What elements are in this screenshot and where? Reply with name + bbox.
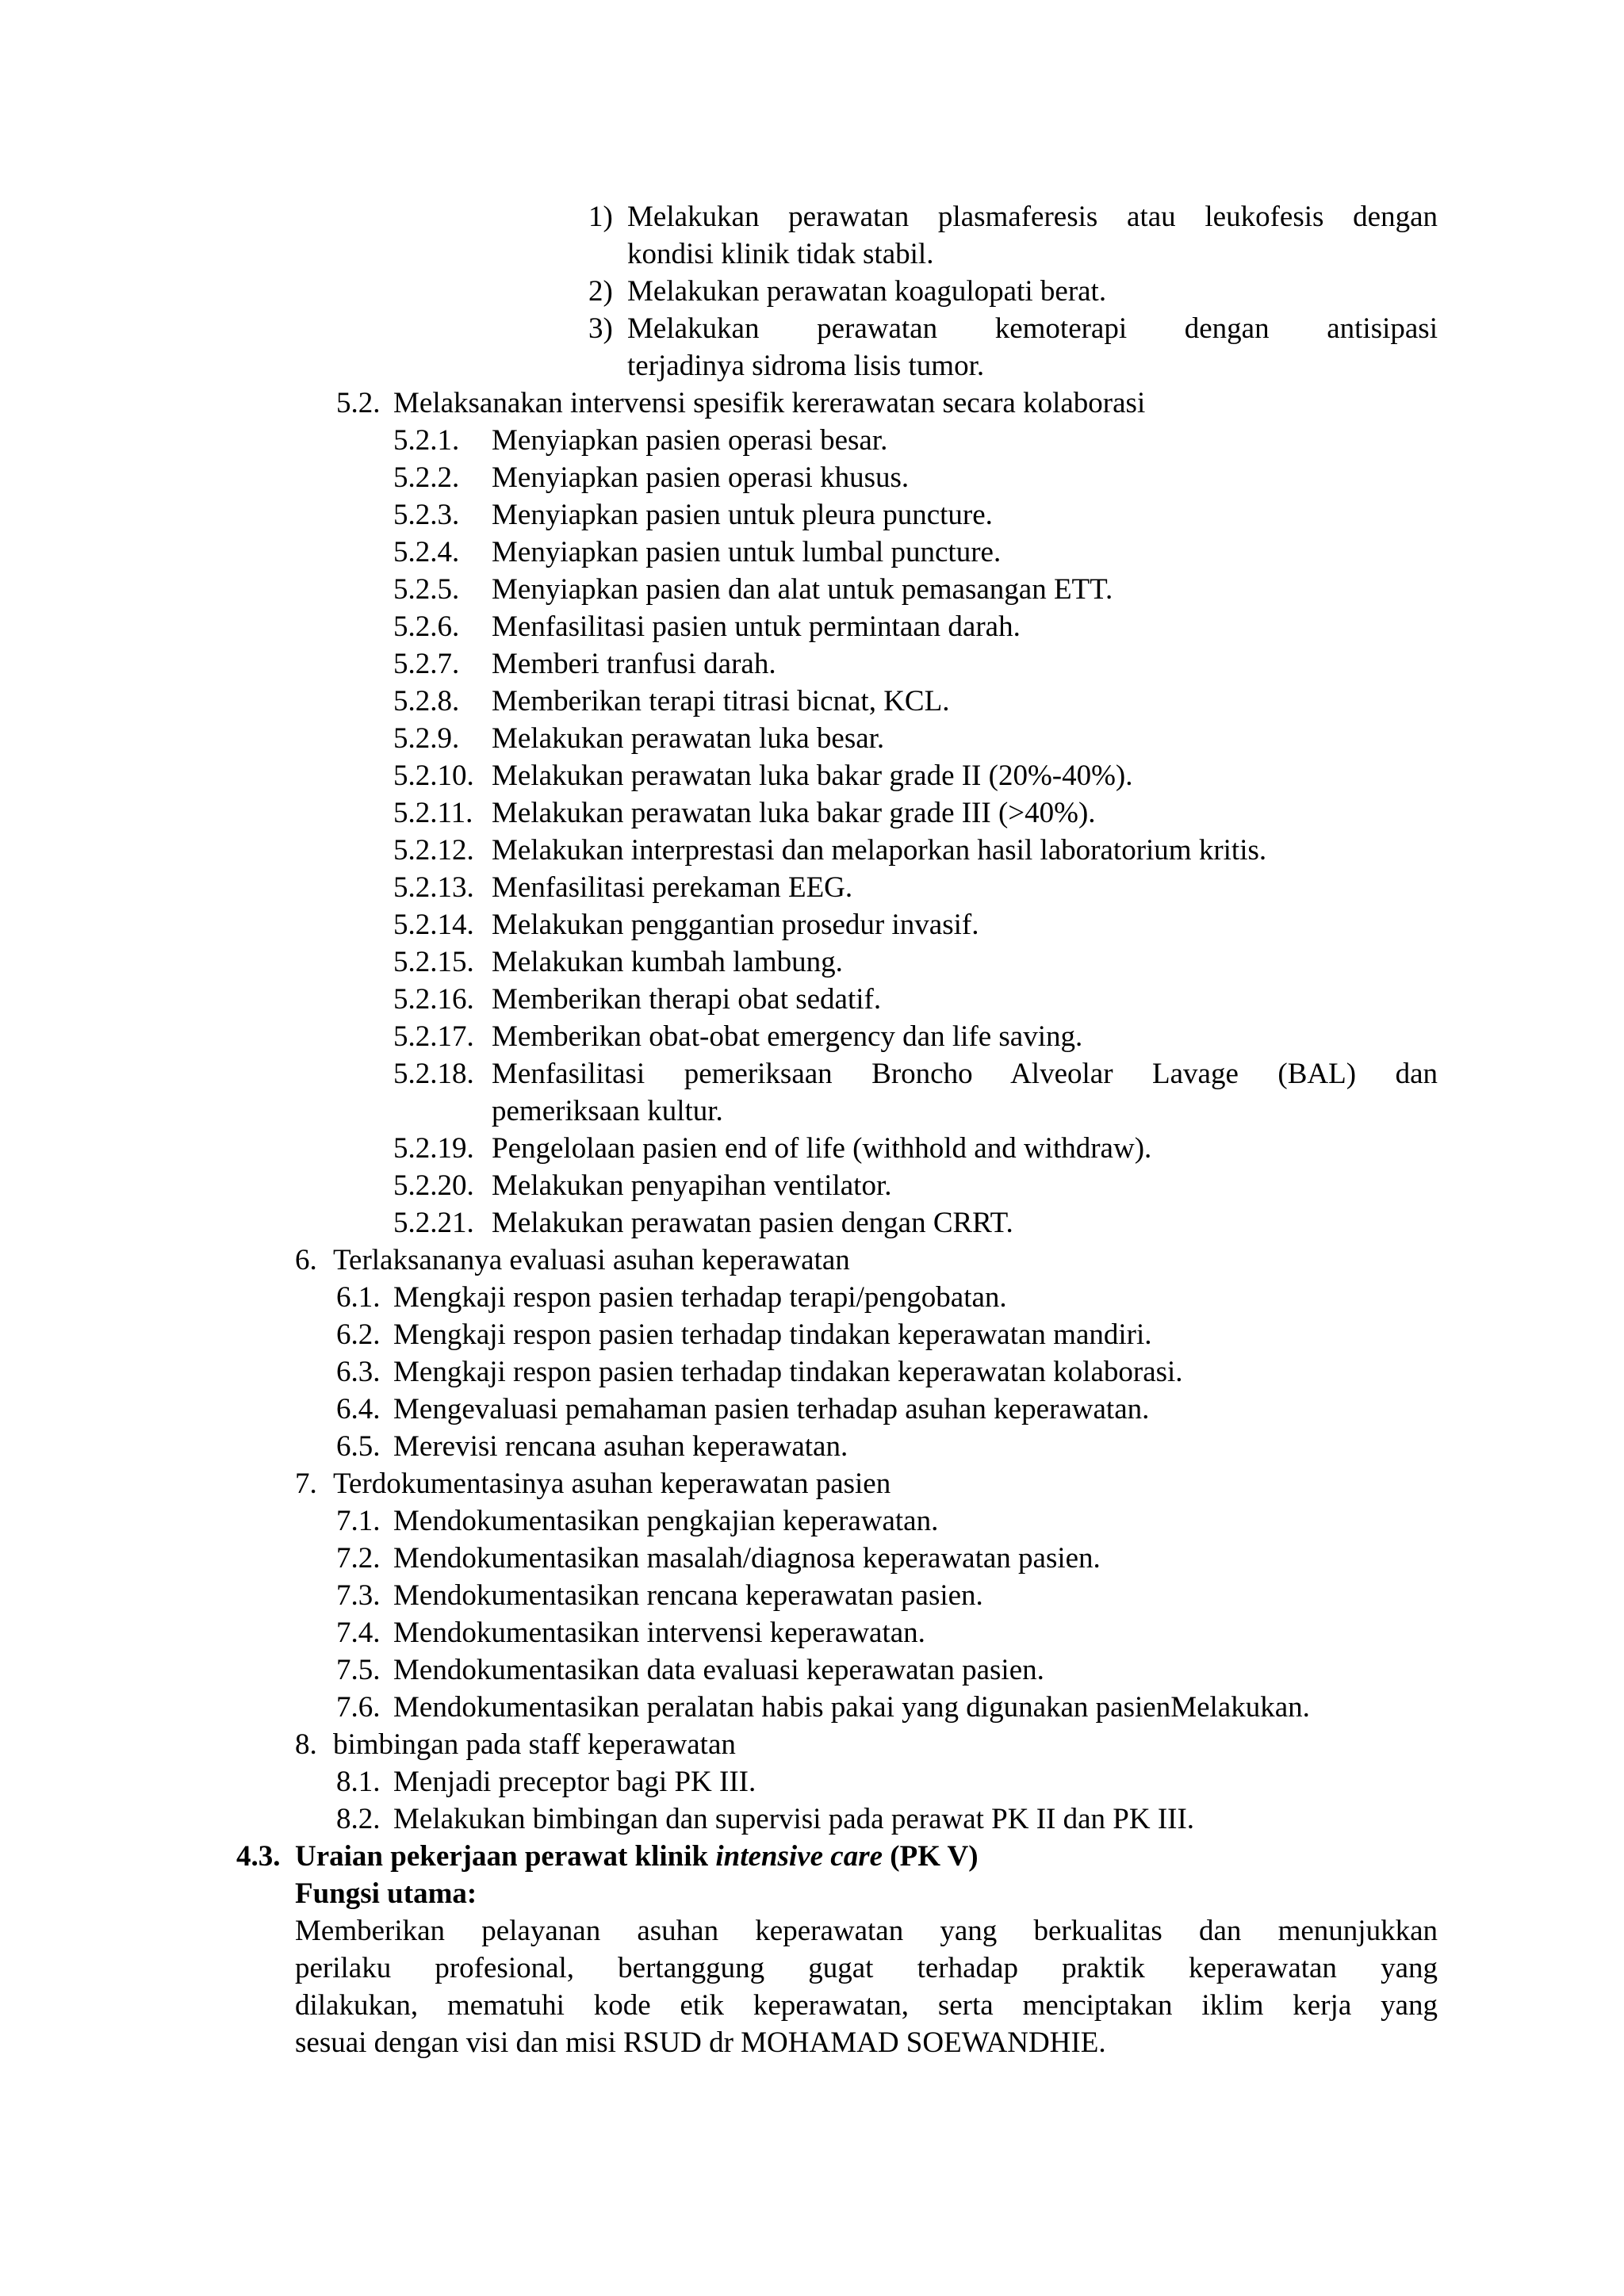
- section-text: Terlaksananya evaluasi asuhan keperawatan: [333, 1244, 850, 1276]
- section-title-part: (PK V): [883, 1840, 979, 1873]
- list-item: [0, 1055, 1624, 1093]
- item-number: 7.4.: [336, 1617, 381, 1649]
- item-text: Melakukan perawatan kemoterapi dengan antisipasi: [627, 312, 1438, 345]
- item-text: Memberikan obat-obat emergency dan life saving.: [492, 1020, 1083, 1053]
- item-text: Merevisi rencana asuhan keperawatan.: [393, 1430, 848, 1463]
- subheading: Fungsi utama:: [295, 1877, 477, 1910]
- list-item: [0, 720, 1624, 757]
- section-title: [295, 1838, 979, 1875]
- item-number: 6.4.: [336, 1393, 381, 1425]
- item-number: 2): [588, 275, 613, 308]
- list-item-3-cont: [0, 347, 1624, 385]
- list-item: [0, 683, 1624, 720]
- item-text: Menfasilitasi pemeriksaan Broncho Alveolar Lavage (BAL) dan: [492, 1058, 1438, 1090]
- item-number: 5.2.17.: [393, 1020, 474, 1053]
- item-number: 5.2.18.: [393, 1058, 474, 1090]
- item-number: 7.3.: [336, 1579, 381, 1612]
- item-number: 5.2.6.: [393, 610, 460, 643]
- paragraph-line: sesuai dengan visi dan misi RSUD dr MOHAMAD SOEWANDHIE.: [295, 2026, 1106, 2059]
- list-item: [0, 1502, 1624, 1540]
- section-6-heading: [0, 1242, 1624, 1279]
- item-number: 6.1.: [336, 1281, 381, 1314]
- item-number: 5.2.2.: [393, 461, 460, 494]
- item-number: 5.2.21.: [393, 1207, 474, 1239]
- item-text: Mendokumentasikan data evaluasi keperawatan pasien.: [393, 1654, 1044, 1686]
- item-text: Menyiapkan pasien untuk lumbal puncture.: [492, 536, 1002, 568]
- item-number: 5.2.11.: [393, 797, 473, 829]
- item-text: Menjadi preceptor bagi PK III.: [393, 1766, 756, 1798]
- item-text: Memberikan therapi obat sedatif.: [492, 983, 882, 1016]
- item-text: Mengkaji respon pasien terhadap terapi/pengobatan.: [393, 1281, 1007, 1314]
- item-text: Menyiapkan pasien operasi khusus.: [492, 461, 910, 494]
- item-number: 7.6.: [336, 1691, 381, 1724]
- section-text: Terdokumentasinya asuhan keperawatan pasien: [333, 1468, 891, 1500]
- item-number: 5.2.20.: [393, 1169, 474, 1202]
- list-item: [0, 1689, 1624, 1726]
- list-item: [0, 906, 1624, 943]
- list-item: [0, 459, 1624, 496]
- item-text: Menyiapkan pasien dan alat untuk pemasangan ETT.: [492, 573, 1113, 606]
- item-text: kondisi klinik tidak stabil.: [627, 238, 934, 270]
- list-item: [0, 1204, 1624, 1242]
- section-number: 5.2.: [336, 387, 381, 419]
- item-number: 5.2.16.: [393, 983, 474, 1016]
- section-4-3-heading: [0, 1838, 1624, 1875]
- item-text: Mendokumentasikan pengkajian keperawatan.: [393, 1505, 939, 1537]
- paragraph-line: dilakukan, mematuhi kode etik keperawatan, serta menciptakan iklim kerja yang: [295, 1989, 1438, 2022]
- section-text: Melaksanakan intervensi spesifik kererawatan secara kolaborasi: [393, 387, 1146, 419]
- item-text: Pengelolaan pasien end of life (withhold and withdraw).: [492, 1132, 1152, 1165]
- item-text: Melakukan perawatan pasien dengan CRRT.: [492, 1207, 1013, 1239]
- item-number: 8.1.: [336, 1766, 381, 1798]
- section-8-heading: [0, 1726, 1624, 1763]
- list-item: [0, 869, 1624, 906]
- item-text: Melakukan bimbingan dan supervisi pada perawat PK II dan PK III.: [393, 1803, 1195, 1835]
- item-text: Memberi tranfusi darah.: [492, 648, 776, 680]
- list-item-cont: [0, 1093, 1624, 1130]
- list-item: [0, 1577, 1624, 1614]
- item-text: Menyiapkan pasien operasi besar.: [492, 424, 888, 457]
- item-text: Menfasilitasi pasien untuk permintaan darah.: [492, 610, 1021, 643]
- item-number: 5.2.8.: [393, 685, 460, 718]
- item-number: 5.2.3.: [393, 499, 460, 531]
- item-number: 5.2.9.: [393, 722, 460, 755]
- list-item: [0, 1763, 1624, 1800]
- item-number: 5.2.1.: [393, 424, 460, 457]
- subheading-row: [0, 1875, 1624, 1912]
- list-item: [0, 571, 1624, 608]
- list-item: [0, 981, 1624, 1018]
- list-item-1: [0, 198, 1624, 235]
- section-5-2-heading: [0, 385, 1624, 422]
- item-number: 5.2.13.: [393, 871, 474, 904]
- item-text: Mendokumentasikan rencana keperawatan pasien.: [393, 1579, 983, 1612]
- list-item: [0, 422, 1624, 459]
- section-number: 4.3.: [236, 1840, 281, 1873]
- item-number: 1): [588, 201, 613, 233]
- list-item: [0, 1614, 1624, 1651]
- list-item-1-cont: [0, 235, 1624, 273]
- list-item: [0, 1800, 1624, 1838]
- item-text: Memberikan terapi titrasi bicnat, KCL.: [492, 685, 950, 718]
- section-number: 6.: [295, 1244, 317, 1276]
- list-item: [0, 1167, 1624, 1204]
- item-number: 5.2.10.: [393, 760, 474, 792]
- item-text: Melakukan perawatan koagulopati berat.: [627, 275, 1107, 308]
- list-item: [0, 1540, 1624, 1577]
- item-text: Menyiapkan pasien untuk pleura puncture.: [492, 499, 993, 531]
- list-item: [0, 1130, 1624, 1167]
- list-item-2: [0, 273, 1624, 310]
- item-text: Melakukan perawatan luka besar.: [492, 722, 885, 755]
- item-text: Mendokumentasikan intervensi keperawatan.: [393, 1617, 925, 1649]
- body-paragraph: [295, 1912, 1438, 2061]
- item-number: 6.5.: [336, 1430, 381, 1463]
- item-number: 5.2.15.: [393, 946, 474, 978]
- item-number: 6.2.: [336, 1318, 381, 1351]
- list-item: [0, 794, 1624, 832]
- list-item: [0, 608, 1624, 645]
- item-number: 5.2.4.: [393, 536, 460, 568]
- list-item: [0, 1651, 1624, 1689]
- list-item: [0, 943, 1624, 981]
- item-text: Melakukan penyapihan ventilator.: [492, 1169, 892, 1202]
- list-item: [0, 1353, 1624, 1391]
- item-text: Mendokumentasikan masalah/diagnosa keperawatan pasien.: [393, 1542, 1101, 1575]
- list-item: [0, 1428, 1624, 1465]
- list-item: [0, 1316, 1624, 1353]
- item-number: 3): [588, 312, 613, 345]
- item-text: Menfasilitasi perekaman EEG.: [492, 871, 853, 904]
- item-number: 7.2.: [336, 1542, 381, 1575]
- item-number: 8.2.: [336, 1803, 381, 1835]
- item-text: Mengkaji respon pasien terhadap tindakan keperawatan mandiri.: [393, 1318, 1152, 1351]
- item-text: Melakukan penggantian prosedur invasif.: [492, 909, 979, 941]
- item-text: Melakukan interprestasi dan melaporkan hasil laboratorium kritis.: [492, 834, 1267, 867]
- list-item: [0, 496, 1624, 534]
- item-number: 7.5.: [336, 1654, 381, 1686]
- list-item: [0, 534, 1624, 571]
- section-number: 7.: [295, 1468, 317, 1500]
- item-number: 6.3.: [336, 1356, 381, 1388]
- item-text: Melakukan perawatan plasmaferesis atau leukofesis dengan: [627, 201, 1438, 233]
- item-text: Mendokumentasikan peralatan habis pakai yang digunakan pasienMelakukan.: [393, 1691, 1310, 1724]
- paragraph-line: perilaku profesional, bertanggung gugat terhadap praktik keperawatan yang: [295, 1952, 1438, 1984]
- list-item: [0, 1279, 1624, 1316]
- list-item: [0, 832, 1624, 869]
- item-number: 5.2.12.: [393, 834, 474, 867]
- item-text: Mengkaji respon pasien terhadap tindakan keperawatan kolaborasi.: [393, 1356, 1183, 1388]
- item-text: Melakukan perawatan luka bakar grade II (20%-40%).: [492, 760, 1133, 792]
- item-text: Melakukan perawatan luka bakar grade III (>40%).: [492, 797, 1096, 829]
- item-number: 5.2.5.: [393, 573, 460, 606]
- section-7-heading: [0, 1465, 1624, 1502]
- item-text: Mengevaluasi pemahaman pasien terhadap asuhan keperawatan.: [393, 1393, 1150, 1425]
- list-item: [0, 757, 1624, 794]
- paragraph-line: Memberikan pelayanan asuhan keperawatan yang berkualitas dan menunjukkan: [295, 1915, 1438, 1947]
- item-text: terjadinya sidroma lisis tumor.: [627, 350, 985, 382]
- list-item: [0, 1018, 1624, 1055]
- section-title-part: Uraian pekerjaan perawat klinik: [295, 1840, 716, 1873]
- list-item-3: [0, 310, 1624, 347]
- item-number: 5.2.14.: [393, 909, 474, 941]
- list-item: [0, 1391, 1624, 1428]
- item-text: pemeriksaan kultur.: [492, 1095, 723, 1127]
- item-text: Melakukan kumbah lambung.: [492, 946, 843, 978]
- item-number: 5.2.7.: [393, 648, 460, 680]
- item-number: 5.2.19.: [393, 1132, 474, 1165]
- section-title-italic: intensive care: [715, 1840, 883, 1873]
- list-item: [0, 645, 1624, 683]
- section-number: 8.: [295, 1728, 317, 1761]
- section-text: bimbingan pada staff keperawatan: [333, 1728, 736, 1761]
- item-number: 7.1.: [336, 1505, 381, 1537]
